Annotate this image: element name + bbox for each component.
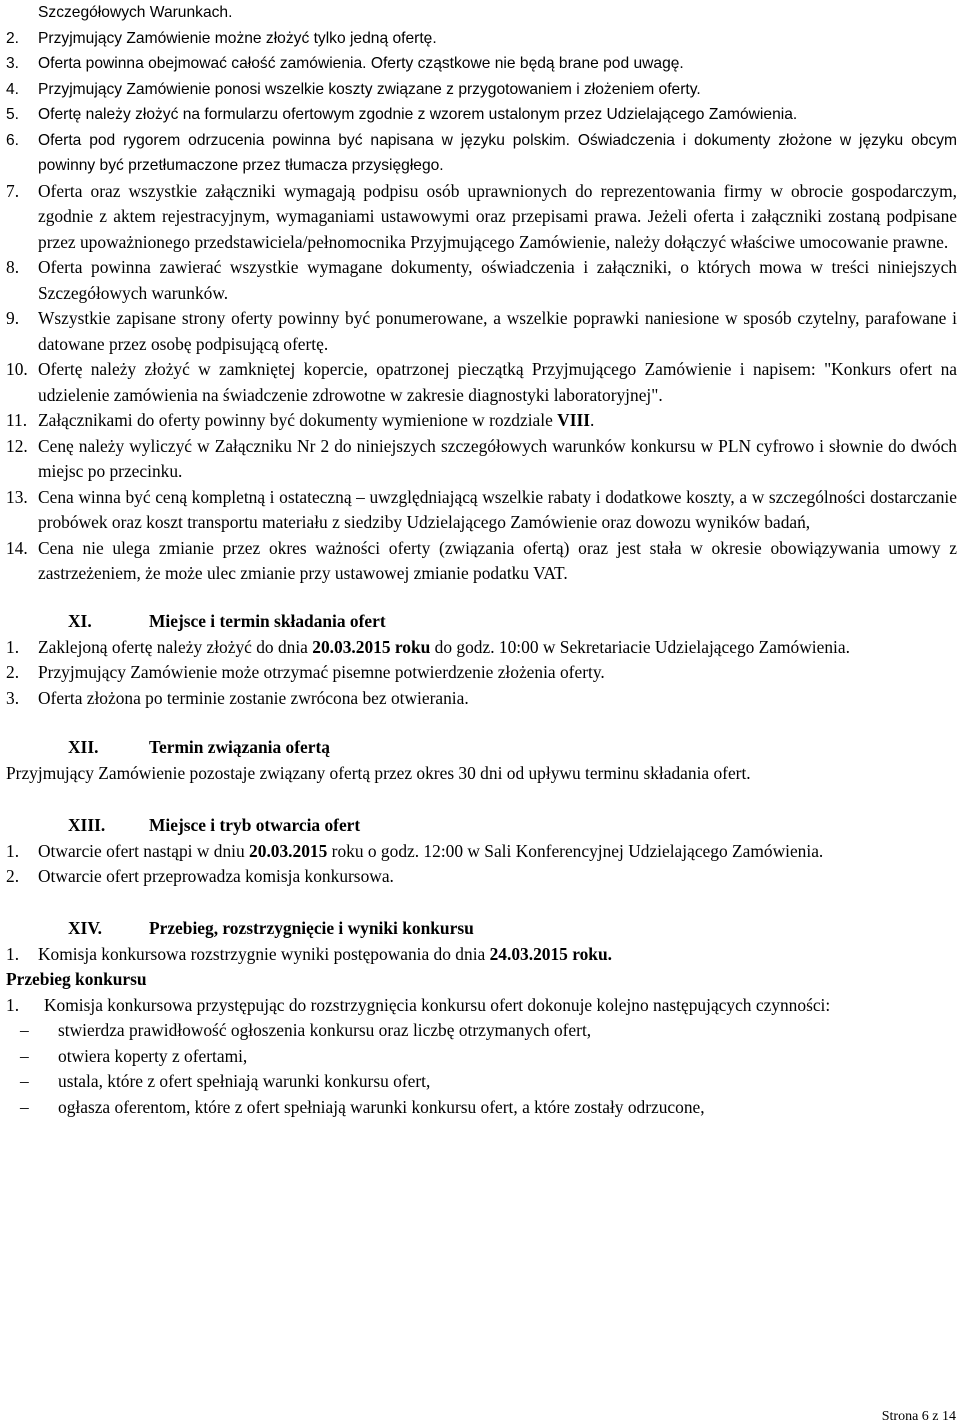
list-item	[6, 179, 957, 256]
spacer	[6, 587, 957, 609]
list-item	[6, 993, 957, 1019]
item-number: 2.	[6, 662, 20, 682]
section-title: Miejsce i tryb otwarcia ofert	[149, 814, 361, 835]
item-number: 10.	[6, 359, 28, 379]
section-heading	[6, 735, 957, 761]
page-number: Strona 6 z 14	[881, 1409, 956, 1424]
main-list	[6, 179, 957, 587]
section-title: Termin związania ofertą	[149, 737, 330, 757]
dash-marker: –	[20, 1045, 29, 1066]
list-item	[6, 255, 957, 306]
subheading: Przebieg konkursu	[6, 969, 147, 989]
item-number: 8.	[6, 257, 20, 277]
item-text: Komisja konkursowa przystępując do rozstrzygnięcia konkursu ofert dokonuje kolejno następujących czynności:	[44, 994, 831, 1015]
item-number: 1.	[6, 943, 20, 964]
section-heading	[6, 609, 957, 635]
dash-item	[6, 1044, 957, 1070]
list-item	[6, 26, 957, 52]
list-item	[6, 128, 957, 179]
section-number: XIV.	[68, 917, 102, 938]
item-text: Oferta oraz wszystkie załączniki wymagają podpisu osób uprawnionych do reprezentowania firmy w obrocie gospodarczym, zgodnie z aktem rejestracyjnym, wymaganiami ustawowymi oraz przepisami prawa. Jeżeli oferta i załączniki zostaną podpisane przez upoważnionego przedstawiciela/pełnomocnika Przyjmującego Zamówienie, należy dołączyć właściwe umocowanie prawne.	[38, 180, 957, 252]
item-text: Ofertę należy złożyć w zamkniętej kopercie, opatrzonej pieczątką Przyjmującego Zamówienie i napisem: "Konkurs ofert na udzielenie zamówienia na świadczenie zdrowotne w zakresie diagnostyki laboratoryjnej".	[38, 359, 957, 405]
item-text: Oferta pod rygorem odrzucenia powinna być napisana w języku polskim. Oświadczenia i dokumenty złożone w języku obcym powinny być przetłumaczone przez tłumacza przysięgłego.	[38, 131, 957, 174]
item-text: Cenę należy wyliczyć w Załączniku Nr 2 do niniejszych szczegółowych warunków konkursu w PLN cyfrowo i słownie do dwóch miejsc po przecinku.	[38, 435, 957, 481]
item-text: Otwarcie ofert nastąpi w dniu	[38, 840, 250, 861]
document-page	[6, 0, 957, 1120]
list-item	[6, 357, 957, 408]
item-number: 7.	[6, 180, 20, 201]
item-number: 3.	[6, 55, 20, 72]
deadline-date: 20.03.2015 roku	[312, 636, 431, 657]
item-number: 1.	[6, 840, 20, 861]
section-number: XI.	[68, 610, 92, 631]
list-item	[6, 102, 957, 128]
item-number: 2.	[6, 29, 20, 47]
item-text: Ofertę należy złożyć na formularzu ofertowym zgodnie z wzorem ustalonym przez Udzielającego Zamówienia.	[38, 106, 798, 123]
dash-item	[6, 1095, 957, 1121]
paragraph: Przyjmujący Zamówienie pozostaje związany ofertą przez okres 30 dni od upływu terminu składania ofert.	[6, 763, 751, 783]
item-text: Cena nie ulega zmianie przez okres ważności oferty (związania ofertą) oraz jest stała w okresie obowiązywania umowy z zastrzeżeniem, że może ulec zmianie przy ustawowej zmianie podatku VAT.	[38, 537, 957, 583]
section-title: Miejsce i termin składania ofert	[149, 610, 386, 631]
spacer	[6, 890, 957, 916]
item-text-end: .	[590, 410, 595, 430]
section-number: XIII.	[68, 814, 106, 835]
list-item	[6, 77, 957, 103]
item-text: Oferta powinna zawierać wszystkie wymagane dokumenty, oświadczenia i załączniki, o których mowa w treści niniejszych Szczegółowych warunków.	[38, 257, 957, 303]
section-heading	[6, 916, 957, 942]
item-text: Wszystkie zapisane strony oferty powinny być ponumerowane, a wszelkie poprawki naniesione w sposób czytelny, parafowane i datowane przez osobę podpisującą ofertę.	[38, 308, 957, 354]
list-item	[6, 635, 957, 661]
item-text: Przyjmujący Zamówienie ponosi wszelkie koszty związane z przygotowaniem i złożeniem oferty.	[38, 80, 701, 98]
item-number: 3.	[6, 687, 20, 708]
item-number: 9.	[6, 308, 20, 328]
item-text: Zaklejoną ofertę należy złożyć do dnia	[38, 636, 313, 657]
section-title: Przebieg, rozstrzygnięcie i wyniki konkursu	[149, 917, 474, 938]
list-item	[6, 864, 957, 890]
list-item	[6, 485, 957, 536]
spacer	[6, 787, 957, 813]
dash-marker: –	[20, 1096, 29, 1117]
dash-text: ustala, które z ofert spełniają warunki konkursu ofert,	[58, 1071, 431, 1091]
spacer	[6, 711, 957, 735]
dash-marker: –	[20, 1020, 29, 1040]
item-number: 6.	[6, 131, 20, 149]
item-text: Otwarcie ofert przeprowadza komisja konkursowa.	[38, 866, 394, 886]
dash-item	[6, 1069, 957, 1095]
item-number: 14.	[6, 537, 28, 558]
item-number: 12.	[6, 435, 28, 456]
item-number: 13.	[6, 486, 28, 507]
item-number: 4.	[6, 80, 20, 98]
item-number: 1.	[6, 636, 20, 657]
list-item	[6, 942, 957, 968]
list-item	[6, 839, 957, 865]
item-text-end: do godz. 10:00 w Sekretariacie Udzielającego Zamówienia.	[430, 636, 850, 657]
continuation-line: Szczegółowych Warunkach.	[38, 4, 233, 21]
list-item	[6, 408, 957, 434]
item-text: Cena winna być ceną kompletną i ostateczną – uwzględniającą wszelkie rabaty i dodatkowe koszty, a w szczególności dostarczanie probówek oraz koszt transportu materiału z siedziby Udzielającego Zamówienie oraz dowozu wyników badań,	[38, 486, 957, 532]
list-item	[6, 536, 957, 587]
item-number: 11.	[6, 410, 28, 430]
dash-text: stwierdza prawidłowość ogłoszenia konkursu oraz liczbę otrzymanych ofert,	[58, 1020, 592, 1040]
section-number: XII.	[68, 737, 99, 757]
list-item	[6, 434, 957, 485]
dash-marker: –	[20, 1071, 29, 1091]
list-item	[6, 51, 957, 77]
dash-text: ogłasza oferentom, które z ofert spełniają warunki konkursu ofert, a które zostały odrzucone,	[58, 1096, 705, 1117]
top-section	[6, 0, 957, 179]
item-number: 1.	[6, 994, 20, 1015]
item-number: 5.	[6, 106, 20, 123]
dash-item	[6, 1018, 957, 1044]
results-date: 24.03.2015 roku.	[489, 943, 612, 964]
item-text-end: roku o godz. 12:00 w Sali Konferencyjnej Udzielającego Zamówienia.	[327, 840, 824, 861]
dash-text: otwiera koperty z ofertami,	[58, 1045, 248, 1066]
list-item	[6, 686, 957, 712]
opening-date: 20.03.2015	[249, 840, 328, 861]
item-text: Przyjmujący Zamówienie może otrzymać pisemne potwierdzenie złożenia oferty.	[38, 662, 605, 682]
section-heading	[6, 813, 957, 839]
item-text: Komisja konkursowa rozstrzygnie wyniki postępowania do dnia	[38, 943, 490, 964]
chapter-reference: VIII	[557, 410, 591, 430]
item-number: 2.	[6, 866, 20, 886]
item-text: Załącznikami do oferty powinny być dokumenty wymienione w rozdziale	[38, 410, 558, 430]
item-text: Oferta powinna obejmować całość zamówienia. Oferty cząstkowe nie będą brane pod uwagę.	[38, 55, 684, 72]
item-text: Oferta złożona po terminie zostanie zwrócona bez otwierania.	[38, 687, 469, 708]
list-item	[6, 306, 957, 357]
item-text: Przyjmujący Zamówienie możne złożyć tylko jedną ofertę.	[38, 29, 437, 47]
list-item	[6, 660, 957, 686]
